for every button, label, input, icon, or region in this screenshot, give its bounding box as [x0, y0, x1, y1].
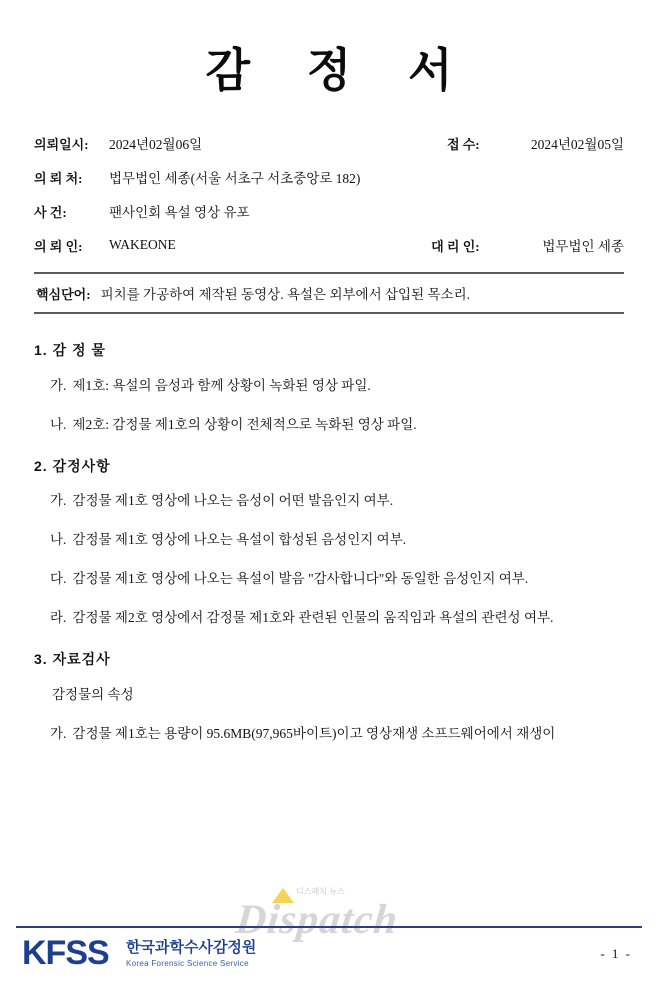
item-marker: 다.	[50, 571, 67, 587]
section-3-subtitle: 감정물의 속성	[52, 686, 134, 702]
document-page	[0, 34, 658, 993]
meta-label-client: 의 뢰 인:	[34, 238, 83, 254]
meta-value-case: 팬사인회 욕설 영상 유포	[109, 205, 250, 220]
item-marker: 나.	[50, 532, 67, 548]
list-item	[50, 530, 624, 551]
meta-value-client: WAKEONE	[109, 237, 176, 252]
footer-divider	[16, 926, 642, 928]
meta-row	[34, 160, 624, 194]
list-item	[50, 724, 624, 745]
keyword-label: 핵심단어:	[36, 287, 91, 302]
list-item	[50, 608, 624, 629]
page-footer	[22, 930, 636, 982]
meta-value-agent: 법무법인 세종	[542, 239, 624, 254]
meta-value-requester-org: 법무법인 세종(서울 서초구 서초중앙로 182)	[109, 171, 361, 186]
item-text: 제1호: 욕설의 음성과 함께 상황이 녹화된 영상 파일.	[72, 377, 371, 393]
item-marker: 가.	[50, 725, 67, 741]
meta-row	[34, 194, 624, 228]
meta-row	[34, 228, 624, 262]
keyword-value: 피치를 가공하여 제작된 동영상. 욕설은 외부에서 삽입된 목소리.	[100, 287, 471, 302]
meta-label-request-date: 의뢰일시:	[34, 136, 89, 152]
keyword-band	[34, 272, 624, 314]
meta-row	[34, 126, 624, 160]
meta-label-agent: 대 리 인:	[431, 238, 480, 254]
item-text: 감정물 제1호는 용량이 95.6MB(97,965바이트)이고 영상재생 소프드웨어에서 재생이	[72, 725, 556, 741]
header-meta-table	[34, 126, 624, 262]
meta-label-requester-org: 의 뢰 처:	[34, 170, 83, 186]
page-number: - 1 -	[600, 946, 632, 961]
meta-value-request-date: 2024년02월06일	[109, 137, 203, 152]
list-item	[50, 491, 624, 512]
agency-name-en: Korea Forensic Science Service	[126, 959, 249, 968]
kfss-logo: KFSS	[22, 934, 109, 972]
watermark-dispatch: Dispatch	[233, 897, 401, 943]
item-text: 감정물 제1호 영상에 나오는 욕설이 발음 "감사합니다"와 동일한 음성인지 여부.	[72, 571, 529, 587]
agency-name-block	[126, 936, 256, 968]
item-marker: 라.	[50, 609, 67, 625]
page-title: 감 정 서	[205, 44, 475, 96]
item-marker: 나.	[50, 416, 67, 432]
meta-label-receipt: 접 수:	[446, 136, 480, 152]
section-heading-3: 3. 자료검사	[34, 650, 111, 667]
meta-value-receipt: 2024년02월05일	[530, 137, 624, 152]
section-heading-1: 1. 감 정 물	[34, 342, 106, 358]
item-text: 감정물 제1호 영상에 나오는 음성이 어떤 발음인지 여부.	[72, 493, 394, 509]
item-text: 감정물 제1호 영상에 나오는 욕설이 합성된 음성인지 여부.	[72, 532, 407, 548]
item-text: 감정물 제2호 영상에서 감정물 제1호와 관련된 인물의 움직임과 욕설의 관련성 여부.	[72, 609, 554, 625]
meta-label-case: 사 건:	[34, 204, 67, 220]
list-item	[50, 415, 624, 436]
document-body	[34, 340, 624, 744]
item-text: 제2호: 감정물 제1호의 상황이 전체적으로 녹화된 영상 파일.	[72, 416, 417, 432]
watermark-subtext: 디스패치 뉴스	[296, 887, 345, 896]
agency-name-ko: 한국과학수사감정원	[126, 939, 257, 956]
list-item	[50, 569, 624, 590]
item-marker: 가.	[50, 377, 67, 393]
item-marker: 가.	[50, 493, 67, 509]
list-item	[50, 376, 624, 397]
section-heading-2: 2. 감정사항	[34, 457, 111, 474]
